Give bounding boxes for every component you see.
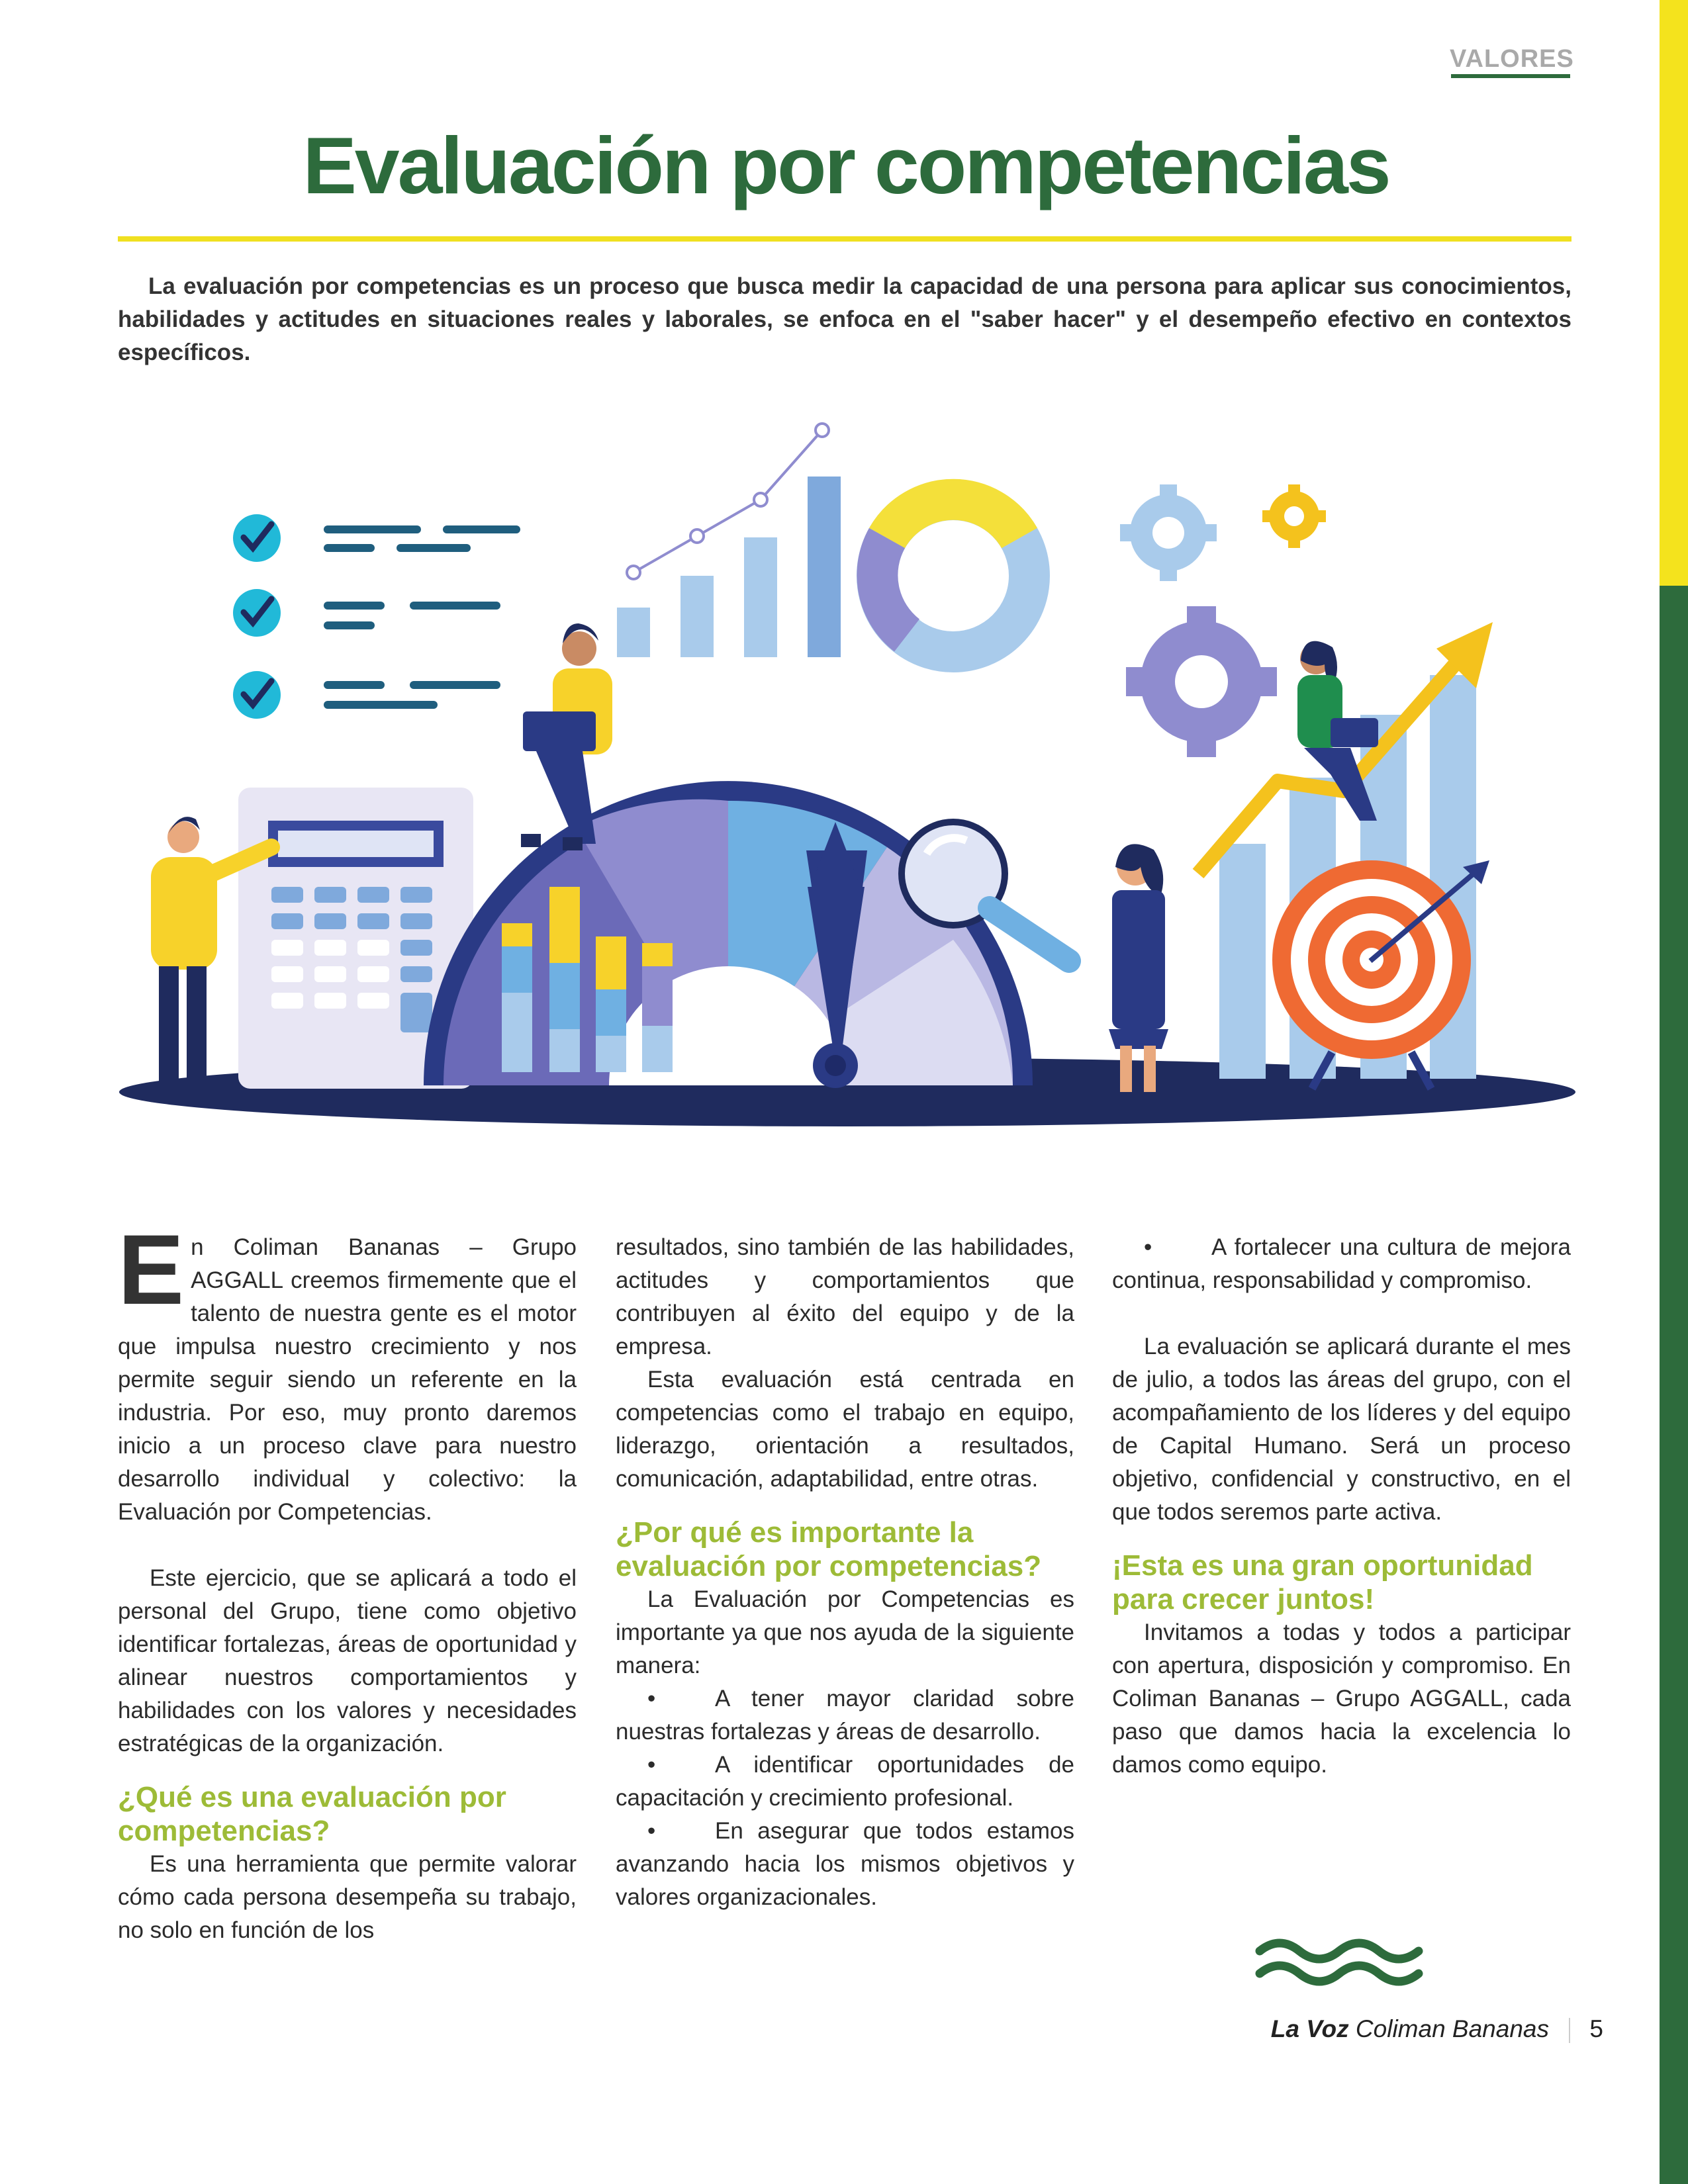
paragraph-definition-part2: resultados, sino también de las habilidades, actitudes y comportamientos que contribuyen al éxito del equipo y de la empresa. (616, 1234, 1074, 1359)
gear-icon (1120, 484, 1217, 581)
side-bar-yellow (1660, 0, 1688, 586)
title-rule (118, 236, 1571, 242)
article-column-3 (1112, 1231, 1571, 1782)
magazine-name: La Voz Coliman Bananas (1270, 2015, 1549, 2042)
paragraph-focus: Esta evaluación está centrada en competencias como el trabajo en equipo, liderazgo, orientación a resultados, comunicación, adaptabilidad, entre otras. (616, 1367, 1074, 1492)
lead-paragraph: La evaluación por competencias es un proceso que busca medir la capacidad de una persona para aplicar sus conocimientos, habilidades y actitudes en situaciones reales y laborales, se enfoca en el "saber hacer" y el desempeño efectivo en contextos específicos. (118, 273, 1571, 365)
waves-icon (1254, 1933, 1427, 1992)
paragraph-definition-part1: Es una herramienta que permite valorar cómo cada persona desempeña su trabajo, no solo en función de los (118, 1851, 577, 1943)
paragraph-invitation: Invitamos a todas y todos a participar con apertura, disposición y compromiso. En Coliman Bananas – Grupo AGGALL, cada paso que damos hacia la excelencia lo damos como equipo. (1112, 1619, 1571, 1778)
gear-icon (1262, 484, 1326, 548)
article-column-2 (616, 1231, 1074, 1914)
drop-cap: E (118, 1214, 185, 1325)
heading-opportunity: ¡Esta es una gran oportunidad para crecer juntos! (1112, 1549, 1533, 1615)
page-footer (1125, 2015, 1609, 2048)
check-icon (233, 514, 281, 562)
checklist (233, 514, 516, 719)
gear-icon (1126, 606, 1277, 757)
paragraph-exercise: Este ejercicio, que se aplicará a todo el personal del Grupo, tiene como objetivo identificar fortalezas, áreas de oportunidad y alinear nuestros comportamientos y habilidades con los valores y necesidades estratégicas de la organización. (118, 1565, 577, 1756)
bullet-item: • A tener mayor claridad sobre nuestras fortalezas y áreas de desarrollo. (616, 1686, 1074, 1745)
side-bar-green (1660, 586, 1688, 2184)
page-number: 5 (1589, 2015, 1603, 2042)
article-column-1 (118, 1214, 577, 1947)
paragraph-schedule: La evaluación se aplicará durante el mes de julio, a todos las áreas del grupo, con el acompañamiento de los líderes y del equipo de Capital Humano. Será un proceso objetivo, confidencial y constructivo, en el que todos seremos parte activa. (1112, 1334, 1571, 1525)
check-icon (233, 671, 281, 719)
bullet-item: • A fortalecer una cultura de mejora continua, responsabilidad y compromiso. (1112, 1234, 1571, 1293)
check-icon (233, 589, 281, 637)
heading-what-is: ¿Qué es una evaluación por competencias? (118, 1781, 506, 1847)
competency-evaluation-illustration (113, 410, 1575, 1132)
section-tag: VALORES (1450, 45, 1574, 73)
donut-chart (877, 500, 1029, 652)
growth-bar-chart (617, 424, 841, 657)
bullet-item: • En asegurar que todos estamos avanzando hacia los mismos objetivos y valores organizacionales. (616, 1818, 1074, 1910)
paragraph-why: La Evaluación por Competencias es importante ya que nos ayuda de la siguiente manera: (616, 1586, 1074, 1678)
heading-why-important: ¿Por qué es importante la evaluación por competencias? (616, 1516, 1042, 1582)
footer-separator (1569, 2018, 1570, 2043)
section-tag-underline (1451, 74, 1570, 78)
intro-paragraph: n Coliman Bananas – Grupo AGGALL creemos firmemente que el talento de nuestra gente es el motor que impulsa nuestro crecimiento y nos permite seguir siendo un referente en la industria. Por eso, muy pronto daremos inicio a un proceso clave para nuestro desarrollo individual y colectivo: la Evaluación por Competencias. (118, 1234, 577, 1525)
page-title: Evaluación por competencias (303, 120, 1389, 210)
bullet-item: • A identificar oportunidades de capacitación y crecimiento profesional. (616, 1752, 1074, 1811)
